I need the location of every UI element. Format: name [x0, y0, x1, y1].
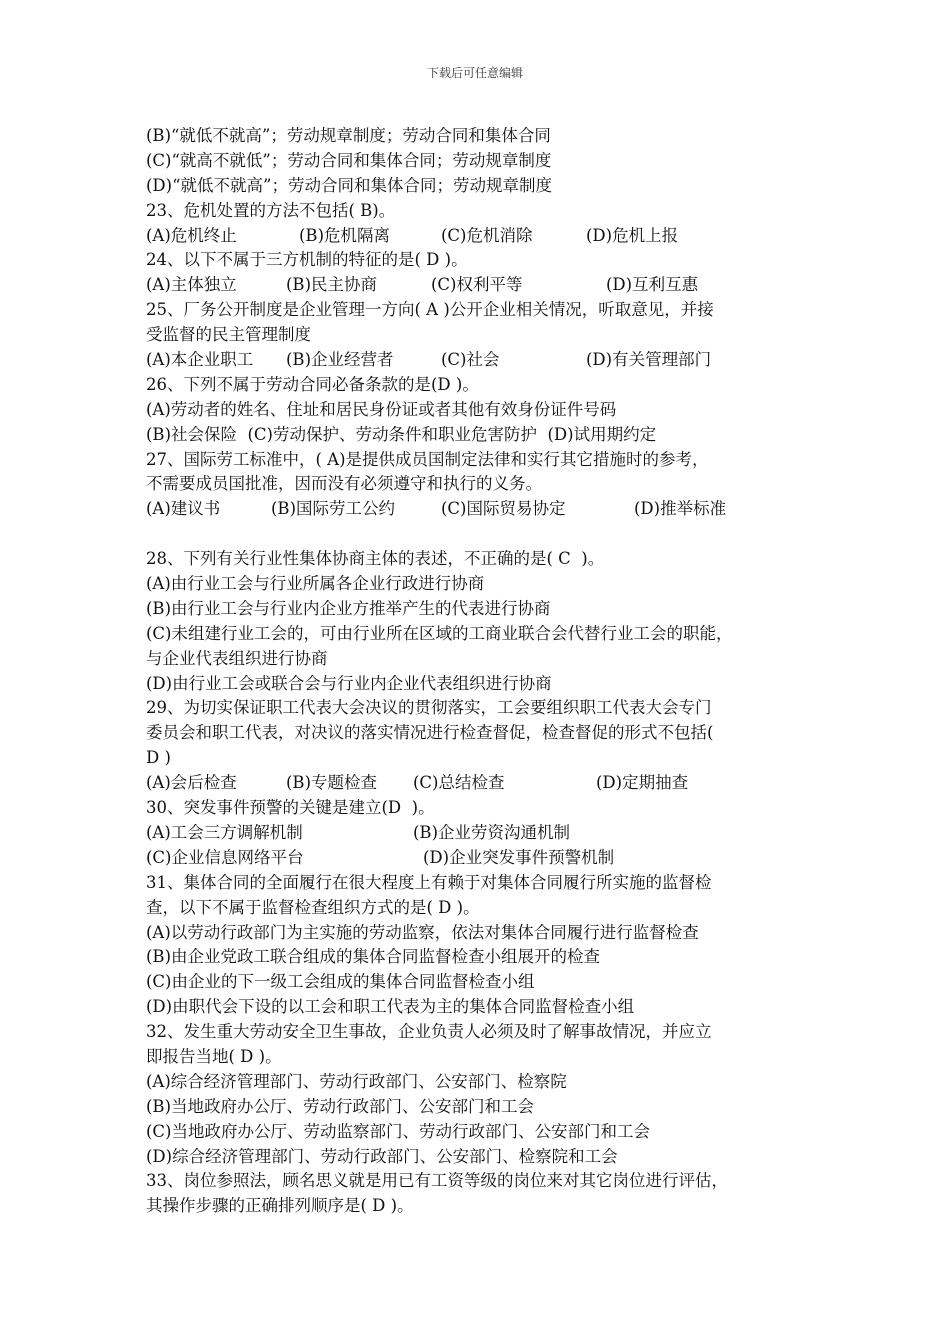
text-line: 即报告当地( D )。	[146, 1046, 282, 1066]
text-line: 不需要成员国批准，因而没有必须遵守和执行的义务。	[146, 474, 542, 494]
text-line: 33、岗位参照法，顾名思义就是用已有工资等级的岗位来对其它岗位进行评估，	[146, 1171, 728, 1191]
option-item: (A)会后检查	[146, 773, 237, 793]
text-line: 23、危机处置的方法不包括( B)。	[146, 200, 396, 220]
text-line: 26、下列不属于劳动合同必备条款的是(D )。	[146, 374, 479, 394]
text-line: (B)社会保险 (C)劳动保护、劳动条件和职业危害防护 (D)试用期约定	[146, 424, 657, 444]
text-line: (C)“就高不就低”；劳动合同和集体合同；劳动规章制度	[146, 150, 552, 170]
options-row	[146, 348, 826, 373]
text-line: 28、下列有关行业性集体协商主体的表述，不正确的是( C )。	[146, 549, 605, 569]
options-row	[146, 821, 826, 846]
option-item: (B)国际劳工公约	[271, 499, 395, 519]
text-line: 查，以下不属于监督检查组织方式的是( D )。	[146, 897, 480, 917]
text-line: 受监督的民主管理制度	[146, 325, 311, 345]
option-item: (B)民主协商	[286, 275, 377, 295]
option-item: (C)危机消除	[441, 225, 533, 245]
option-item: (D)危机上报	[586, 225, 679, 245]
option-item: (D)有关管理部门	[586, 350, 712, 370]
option-item: (D)企业突发事件预警机制	[423, 847, 615, 867]
option-item: (C)国际贸易协定	[441, 499, 566, 519]
text-line: 31、集体合同的全面履行在很大程度上有赖于对集体合同履行所实施的监督检	[146, 872, 712, 892]
options-row	[146, 224, 826, 249]
text-line: (A)以劳动行政部门为主实施的劳动监察，依法对集体合同履行进行监督检查	[146, 922, 699, 942]
option-item: (B)危机隔离	[299, 225, 390, 245]
option-item: (C)企业信息网络平台	[146, 847, 304, 867]
text-line: 29、为切实保证职工代表大会决议的贯彻落实，工会要组织职工代表大会专门	[146, 698, 712, 718]
option-item: (B)企业经营者	[286, 350, 394, 370]
text-line: 32、发生重大劳动安全卫生事故，企业负责人必须及时了解事故情况，并应立	[146, 1022, 712, 1042]
text-line: 与企业代表组织进行协商	[146, 648, 328, 668]
text-line: (C)当地政府办公厅、劳动监察部门、劳动行政部门、公安部门和工会	[146, 1121, 650, 1141]
option-item: (A)本企业职工	[146, 350, 254, 370]
text-line: 其操作步骤的正确排列顺序是( D )。	[146, 1196, 414, 1216]
option-item: (C)社会	[441, 350, 500, 370]
text-line: (B)由行业工会与行业内企业方推举产生的代表进行协商	[146, 598, 551, 618]
text-line: (A)由行业工会与行业所属各企业行政进行协商	[146, 574, 485, 594]
page-header: 下载后可任意编辑	[426, 66, 523, 80]
option-item: (C)总结检查	[413, 773, 505, 793]
text-line: (D)“就低不就高”；劳动合同和集体合同；劳动规章制度	[146, 175, 552, 195]
text-line: (A)综合经济管理部门、劳动行政部门、公安部门、检察院	[146, 1071, 567, 1091]
option-item: (D)推举标准	[634, 499, 727, 519]
text-line: 委员会和职工代表，对决议的落实情况进行检查督促，检查督促的形式不包括(	[146, 723, 714, 743]
option-item: (A)工会三方调解机制	[146, 822, 303, 842]
option-item: (D)互利互惠	[606, 275, 699, 295]
text-line: (B)由企业党政工联合组成的集体合同监督检查小组展开的检查	[146, 947, 600, 967]
text-line: 25、厂务公开制度是企业管理一方向( A )公开企业相关情况，听取意见，并接	[146, 300, 714, 320]
text-line: D )	[146, 748, 171, 768]
text-line: 24、以下不属于三方机制的特征的是( D )。	[146, 250, 468, 270]
options-row	[146, 497, 826, 522]
text-line: (D)由行业工会或联合会与行业内企业代表组织进行协商	[146, 673, 552, 693]
document-body	[146, 124, 826, 1219]
option-item: (B)专题检查	[286, 773, 377, 793]
option-item: (C)权利平等	[431, 275, 523, 295]
text-line: (D)综合经济管理部门、劳动行政部门、公安部门、检察院和工会	[146, 1146, 618, 1166]
option-item: (A)建议书	[146, 499, 221, 519]
options-row	[146, 273, 826, 298]
options-row	[146, 771, 826, 796]
option-item: (D)定期抽查	[596, 773, 689, 793]
text-line: 27、国际劳工标准中，( A)是提供成员国制定法律和实行其它措施时的参考，	[146, 449, 709, 469]
option-item: (A)危机终止	[146, 225, 237, 245]
text-line: (B)当地政府办公厅、劳动行政部门、公安部门和工会	[146, 1096, 534, 1116]
text-line: (A)劳动者的姓名、住址和居民身份证或者其他有效身份证件号码	[146, 399, 617, 419]
option-item: (A)主体独立	[146, 275, 237, 295]
text-line: (B)“就低不就高”；劳动规章制度；劳动合同和集体合同	[146, 126, 551, 145]
blank-line	[146, 522, 826, 547]
options-row	[146, 846, 826, 871]
text-line: (C)未组建行业工会的，可由行业所在区域的工商业联合会代替行业工会的职能，	[146, 623, 733, 643]
option-item: (B)企业劳资沟通机制	[413, 822, 570, 842]
text-line: (D)由职代会下设的以工会和职工代表为主的集体合同监督检查小组	[146, 997, 635, 1017]
text-line: 30、突发事件预警的关键是建立(D )。	[146, 798, 435, 818]
text-line: (C)由企业的下一级工会组成的集体合同监督检查小组	[146, 972, 535, 992]
